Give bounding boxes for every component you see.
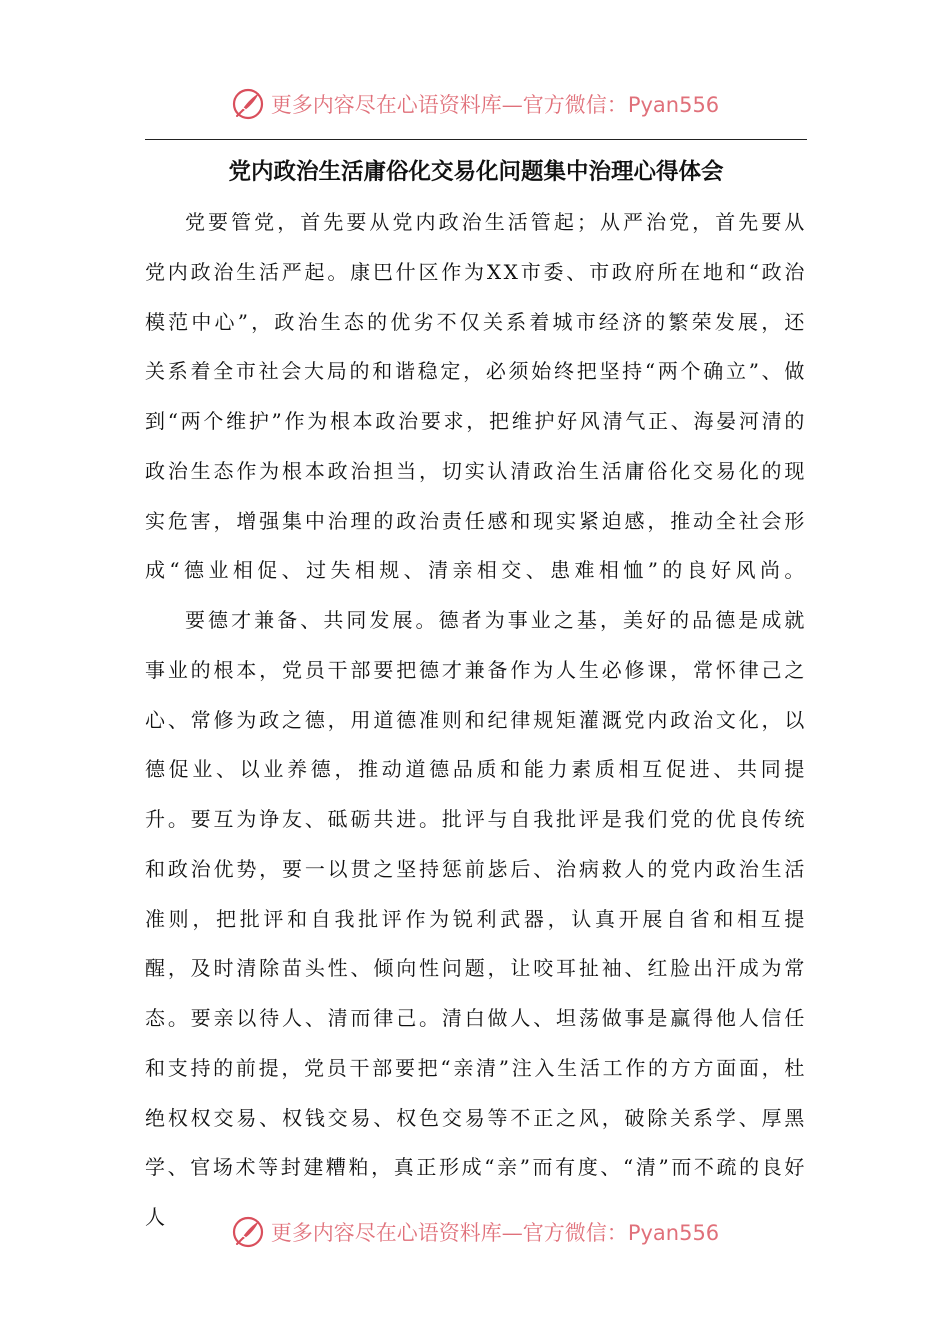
quill-logo-icon	[231, 1215, 265, 1249]
paragraph-1: 党要管党，首先要从党内政治生活管起；从严治党，首先要从党内政治生活严起。康巴什区作为XX市委、市政府所在地和“政治模范中心”，政治生态的优劣不仅关系着城市经济的繁荣发展，还关系着全市社会大局的和谐稳定，必须始终把坚持“两个确立”、做到“两个维护”作为根本政治要求，把维护好风清气正、海晏河清的政治生态作为根本政治担当，切实认清政治生活庸俗化交易化的现实危害，增强集中治理的政治责任感和现实紧迫感，推动全社会形成“德业相促、过失相规、清亲相交、患难相恤”的良好风尚。	[145, 210, 807, 583]
document-body	[145, 198, 807, 1243]
header-divider	[145, 139, 807, 140]
footer-watermark-text: 更多内容尽在心语资料库—官方微信：Pyan556	[270, 1221, 720, 1245]
header-watermark-banner	[0, 84, 950, 124]
document-title: 党内政治生活庸俗化交易化问题集中治理心得体会	[228, 159, 724, 185]
paragraph-2: 要德才兼备、共同发展。德者为事业之基，美好的品德是成就事业的根本，党员干部要把德才兼备作为人生必修课，常怀律己之心、常修为政之德，用道德准则和纪律规矩灌溉党内政治文化，以德促业、以业养德，推动道德品质和能力素质相互促进、共同提升。要互为诤友、砥砺共进。批评与自我批评是我们党的优良传统和政治优势，要一以贯之坚持惩前毖后、治病救人的党内政治生活准则，把批评和自我批评作为锐利武器，认真开展自省和相互提醒，及时清除苗头性、倾向性问题，让咬耳扯袖、红脸出汗成为常态。要亲以待人、清而律己。清白做人、坦荡做事是赢得他人信任和支持的前提，党员干部要把“亲清”注入生活工作的方方面面，杜绝权权交易、权钱交易、权色交易等不正之风，破除关系学、厚黑学、官场术等封建糟粕，真正形成“亲”而有度、“清”而不疏的良好人	[145, 608, 807, 1229]
header-watermark-text: 更多内容尽在心语资料库—官方微信：Pyan556	[270, 93, 720, 117]
footer-watermark-banner	[0, 1212, 950, 1252]
quill-logo-icon	[231, 87, 265, 121]
